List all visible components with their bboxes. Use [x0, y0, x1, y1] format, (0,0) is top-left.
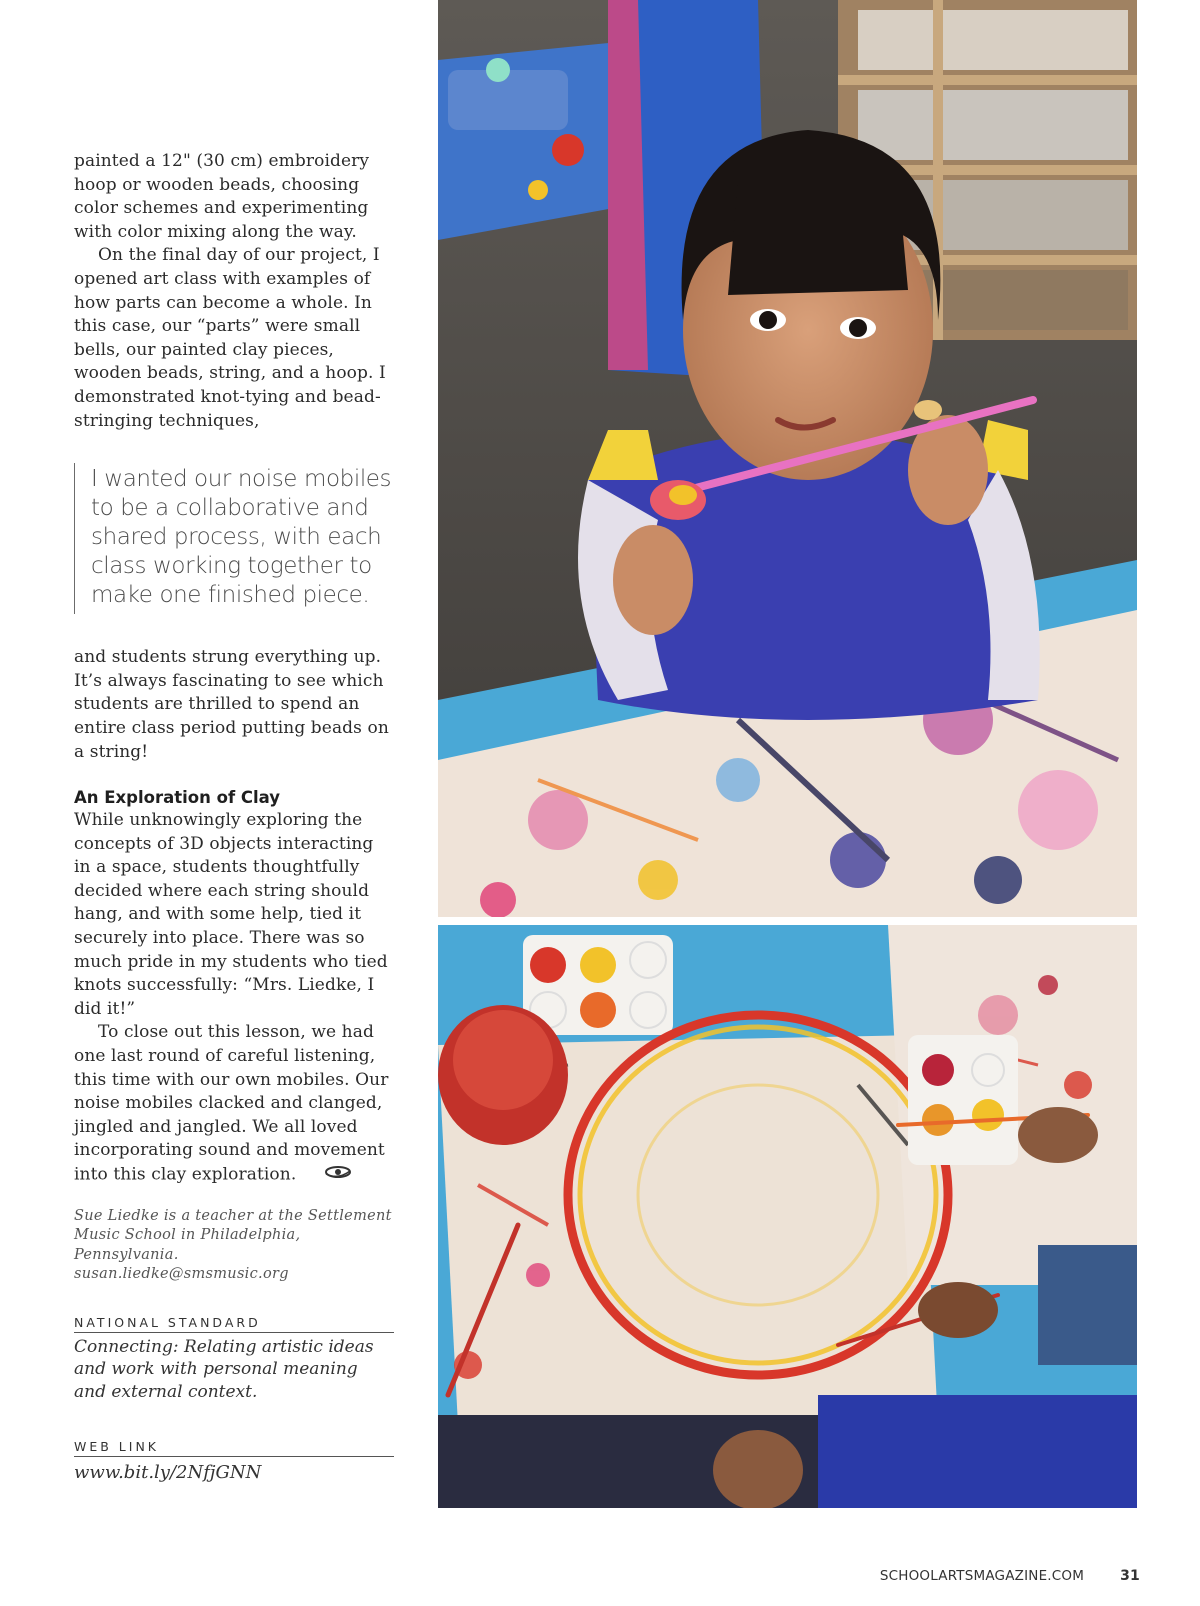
article-paragraph: While unknowingly exploring the concepts of 3D objects interacting in a space, students thoughtfully decided where each string should hang, and with some help, tied it securely into place. There was so much pride in my students who tied knots successfully: “Mrs. Liedke, I did it!”: [74, 810, 388, 1019]
footer-site: SCHOOLARTSMAGAZINE.COM: [879, 1568, 1085, 1584]
eye-swirl-icon: [300, 1163, 352, 1187]
article-paragraph: On the final day of our project, I opened art class with examples of how parts can become a whole. In this case, our “parts” were small bells, our painted clay pieces, wooden beads, string, and a hoop. I demonstrated knot-tying and bead-stringing techniques,: [74, 245, 386, 431]
weblink-text[interactable]: www.bit.ly/2NfjGNN: [74, 1462, 262, 1484]
author-bio: Sue Liedke is a teacher at the Settlement Music School in Philadelphia, Pennsylvania. susan.liedke@smsmusic.org: [74, 1207, 392, 1283]
article-paragraph: painted a 12" (30 cm) embroidery hoop or wooden beads, choosing color schemes and experimenting with color mixing along the way.: [74, 151, 370, 242]
pull-quote: I wanted our noise mobiles to be a collaborative and shared process, with each class working together to make one finished piece.: [74, 463, 394, 614]
article-paragraph-text: To close out this lesson, we had one last round of careful listening, this time with our own mobiles. Our noise mobiles clacked and clanged, jingled and jangled. We all loved incorporating sound and movement into this clay exploration.: [74, 1022, 389, 1185]
page-number: 31: [1120, 1568, 1140, 1584]
page-footer: [880, 1568, 1140, 1584]
article-paragraph: and students strung everything up. It’s always fascinating to see which students are thrilled to spend an entire class period putting beads on a string!: [74, 647, 389, 762]
standard-text: Connecting: Relating artistic ideas and work with personal meaning and external context.: [74, 1336, 374, 1402]
article-column: [74, 150, 394, 1486]
standard-label: NATIONAL STANDARD: [74, 1315, 394, 1333]
section-heading: An Exploration of Clay: [74, 788, 281, 808]
photo-child-painting: [438, 0, 1137, 917]
photo-painting-hoop: [438, 925, 1137, 1508]
weblink-label: WEB LINK: [74, 1439, 394, 1457]
article-paragraph: [74, 1021, 394, 1186]
